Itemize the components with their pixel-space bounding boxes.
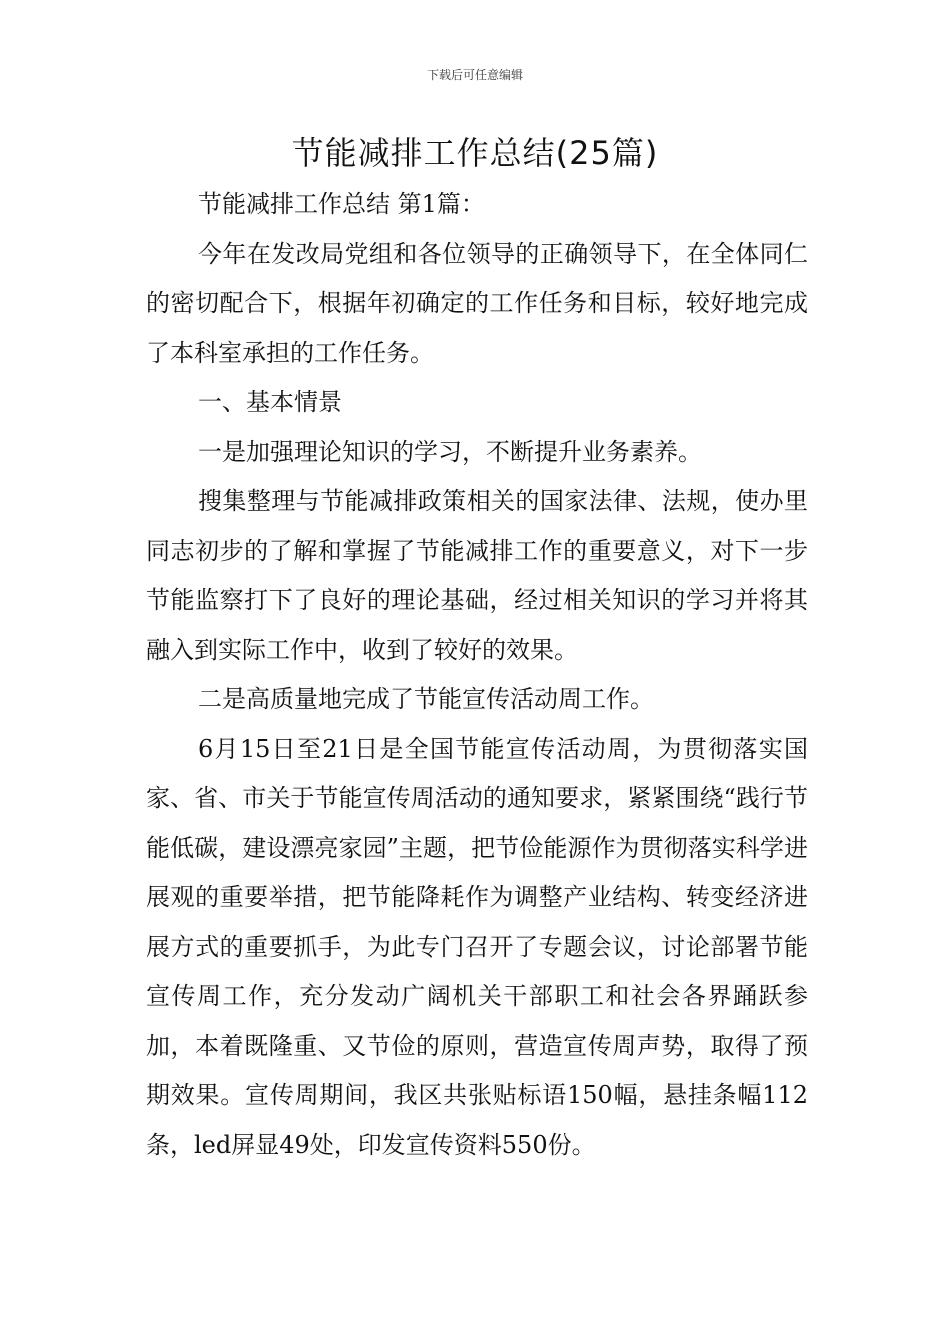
document-title: 节能减排工作总结(25篇) bbox=[291, 134, 659, 172]
header-note: 下载后可任意编辑 bbox=[426, 68, 523, 82]
paragraph-point-one: 搜集整理与节能减排政策相关的国家法律、法规，使办里同志初步的了解和掌握了节能减排工作的重要意义，对下一步节能监察打下了良好的理论基础，经过相关知识的学习并将其融入到实际工作中，收到了较好的效果。 bbox=[146, 487, 808, 664]
heading-basic-situation: 一、基本情景 bbox=[198, 388, 342, 416]
document-body bbox=[146, 180, 808, 1170]
point-one-heading: 一是加强理论知识的学习，不断提升业务素养。 bbox=[198, 437, 702, 466]
paragraph-point-two: 6月15日至21日是全国节能宣传活动周，为贯彻落实国家、省、市关于节能宣传周活动的通知要求，紧紧围绕“践行节能低碳，建设漂亮家园”主题，把节俭能源作为贯彻落实科学进展观的重要举措，把节能降耗作为调整产业结构、转变经济进展方式的重要抓手，为此专门召开了专题会议，讨论部署节能宣传周工作，充分发动广阔机关干部职工和社会各界踊跃参加，本着既隆重、又节俭的原则，营造宣传周声势，取得了预期效果。宣传周期间，我区共张贴标语150幅，悬挂条幅112条，led屏显49处，印发宣传资料550份。 bbox=[146, 734, 808, 1159]
point-two-heading: 二是高质量地完成了节能宣传活动周工作。 bbox=[198, 685, 654, 713]
paragraph-intro: 今年在发改局党组和各位领导的正确领导下，在全体同仁的密切配合下，根据年初确定的工作任务和目标，较好地完成了本科室承担的工作任务。 bbox=[146, 239, 808, 367]
section-title: 节能减排工作总结 第1篇： bbox=[198, 190, 485, 218]
